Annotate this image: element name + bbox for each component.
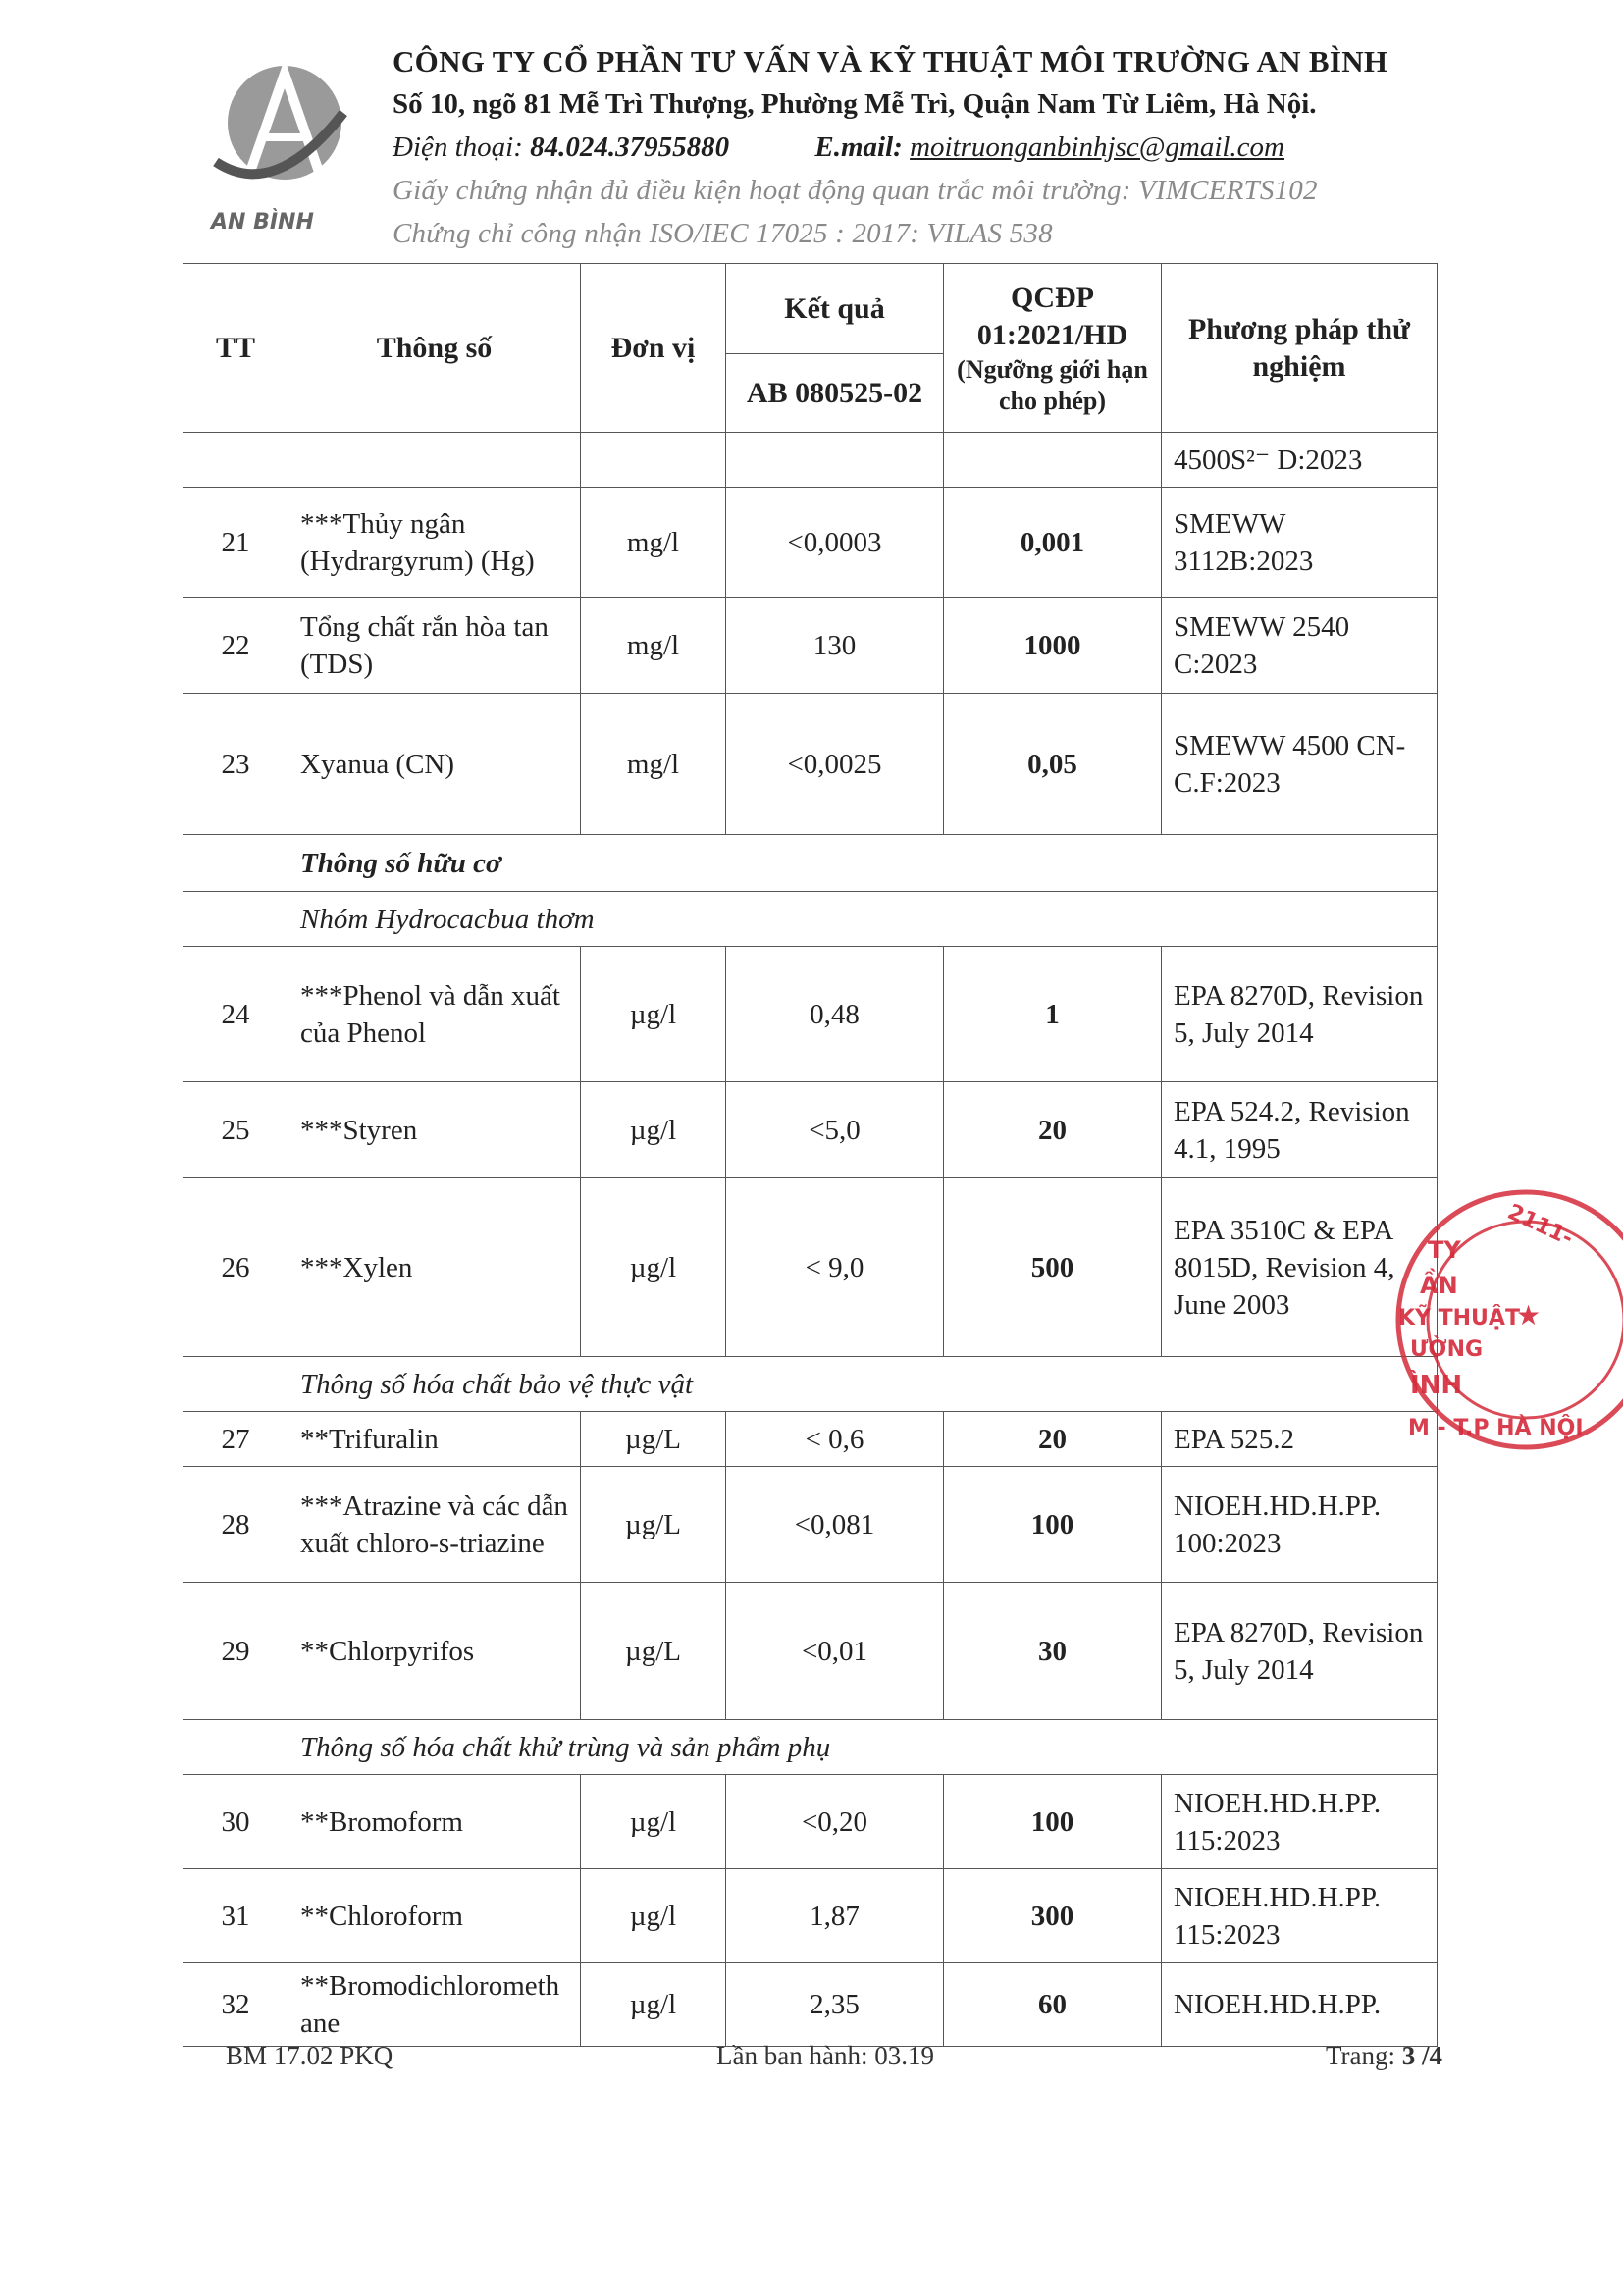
- table-row: 26 ***Xylen µg/l < 9,0 500 EPA 3510C & EPA 8015D, Revision 4, June 2003: [183, 1178, 1438, 1357]
- table-row: 27 **Trifuralin µg/L < 0,6 20 EPA 525.2: [183, 1412, 1438, 1467]
- email-link[interactable]: moitruonganbinhjsc@gmail.com: [910, 131, 1284, 163]
- page-number: Trang: 3 /4: [1325, 2041, 1442, 2070]
- svg-text:ƯỜNG: ƯỜNG: [1410, 1337, 1484, 1362]
- svg-text:TY: TY: [1428, 1236, 1461, 1264]
- table-row: 30 **Bromoform µg/l <0,20 100 NIOEH.HD.H.PP. 115:2023: [183, 1775, 1438, 1869]
- table-row: 29 **Chlorpyrifos µg/L <0,01 30 EPA 8270D, Revision 5, July 2014: [183, 1583, 1438, 1720]
- svg-text:ÌNH: ÌNH: [1410, 1371, 1463, 1400]
- svg-text:M - T.P HÀ NỘI: M - T.P HÀ NỘI: [1408, 1416, 1584, 1440]
- table-row: 22 Tổng chất rắn hòa tan (TDS) mg/l 130 1000 SMEWW 2540 C:2023: [183, 598, 1438, 694]
- table-row: 32 **Bromodichloromethane µg/l 2,35 60 NIOEH.HD.H.PP.: [183, 1963, 1438, 2047]
- table-row: 28 ***Atrazine và các dẫn xuất chloro-s-triazine µg/L <0,081 100 NIOEH.HD.H.PP. 100:2023: [183, 1467, 1438, 1583]
- red-seal-stamp: [1369, 1177, 1584, 1462]
- svg-text:ẦN: ẦN: [1420, 1272, 1458, 1299]
- col-header-qcdp: QCĐP 01:2021/HD (Ngưỡng giới hạn cho phép): [944, 264, 1162, 433]
- contact-line: Điện thoại: 84.024.37955880 E.mail: moitruonganbinhjsc@gmail.com: [393, 131, 1284, 163]
- company-address: Số 10, ngõ 81 Mễ Trì Thượng, Phường Mễ Trì, Quận Nam Từ Liêm, Hà Nội.: [393, 88, 1317, 120]
- section-row: Thông số hữu cơ: [183, 835, 1438, 892]
- table-row: 24 ***Phenol và dẫn xuất của Phenol µg/l 0,48 1 EPA 8270D, Revision 5, July 2014: [183, 947, 1438, 1082]
- col-header-method: Phương pháp thử nghiệm: [1162, 264, 1438, 433]
- certification-vimcerts: Giấy chứng nhận đủ điều kiện hoạt động quan trắc môi trường: VIMCERTS102: [393, 175, 1318, 206]
- svg-text:★: ★: [1516, 1299, 1542, 1331]
- col-header-result: Kết quả: [726, 264, 944, 354]
- svg-text:KỸ THUẬT: KỸ THUẬT: [1398, 1306, 1520, 1331]
- svg-text:AN BÌNH: AN BÌNH: [211, 210, 314, 235]
- phone-number: 84.024.37955880: [530, 131, 730, 163]
- form-code: BM 17.02 PKQ: [226, 2041, 393, 2070]
- issue-number: Lần ban hành: 03.19: [716, 2041, 934, 2070]
- table-row: 21 ***Thủy ngân (Hydrargyrum) (Hg) mg/l <0,0003 0,001 SMEWW 3112B:2023: [183, 488, 1438, 598]
- section-row: Thông số hóa chất bảo vệ thực vật: [183, 1357, 1438, 1412]
- table-row: 31 **Chloroform µg/l 1,87 300 NIOEH.HD.H.PP. 115:2023: [183, 1869, 1438, 1963]
- col-header-unit: Đơn vị: [581, 264, 726, 433]
- table-row: 4500S²⁻ D:2023: [183, 433, 1438, 488]
- section-row: Nhóm Hydrocacbua thơm: [183, 892, 1438, 947]
- col-header-tt: TT: [183, 264, 288, 433]
- company-name: CÔNG TY CỔ PHẦN TƯ VẤN VÀ KỸ THUẬT MÔI TRƯỜNG AN BÌNH: [393, 44, 1388, 78]
- svg-text:2111-: 2111-: [1503, 1199, 1577, 1252]
- results-table: [183, 263, 1438, 2047]
- company-logo: [206, 54, 353, 240]
- col-header-sample: AB 080525-02: [726, 354, 944, 433]
- certification-vilas: Chứng chỉ công nhận ISO/IEC 17025 : 2017: VILAS 538: [393, 218, 1053, 249]
- letterhead: [393, 41, 1521, 255]
- table-row: 23 Xyanua (CN) mg/l <0,0025 0,05 SMEWW 4500 CN- C.F:2023: [183, 694, 1438, 835]
- col-header-param: Thông số: [288, 264, 581, 433]
- section-row: Thông số hóa chất khử trùng và sản phẩm phụ: [183, 1720, 1438, 1775]
- table-row: 25 ***Styren µg/l <5,0 20 EPA 524.2, Revision 4.1, 1995: [183, 1082, 1438, 1178]
